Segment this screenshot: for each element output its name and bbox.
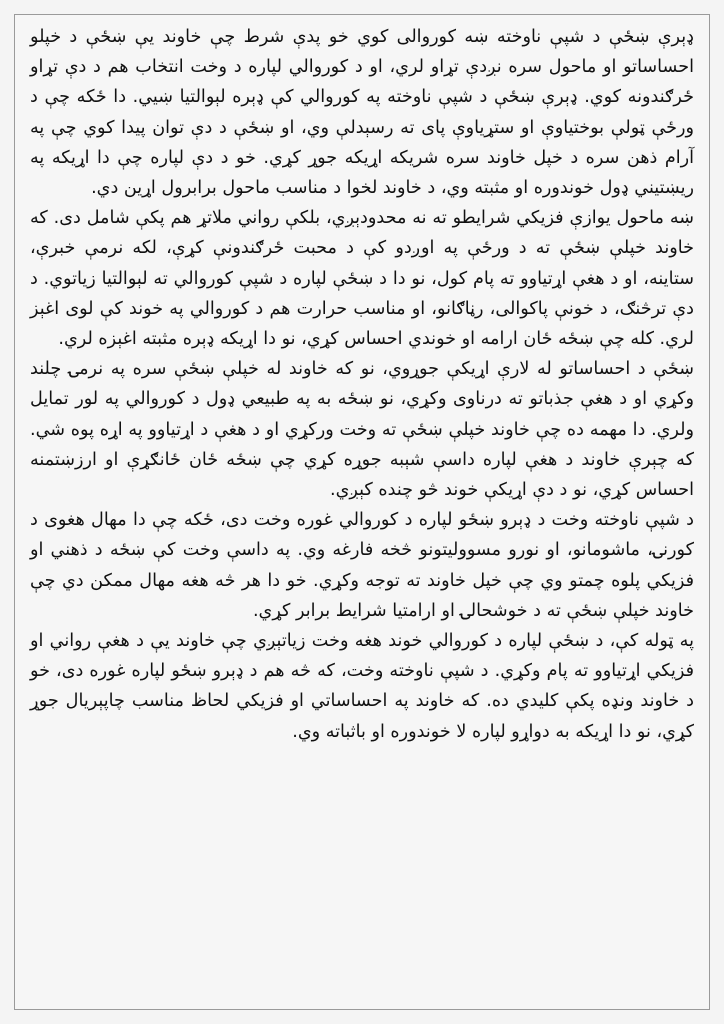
paragraph-4: د شپې ناوخته وخت د ډېرو ښځو لپاره د کوروالي غوره وخت دی، ځکه چې دا مهال هغوی د کورنۍ، ماشومانو، او نورو مسووليتونو څخه فارغه وي. په داسې وخت کې ښځه د ذهني او فزيکي پلوه چمتو وي چې خپل خاوند ته توجه وکړي. خو دا هر څه هغه مهال ممکن دي چې خاوند خپلې ښځې ته د خوشحالۍ او ارامتيا شرايط برابر کړي. bbox=[30, 510, 694, 621]
paragraph-3: ښځې د احساساتو له لارې اړيکې جوړوي، نو که خاوند له خپلې ښځې سره په نرمۍ چلند وکړي او د هغې جذباتو ته درناوی وکړي، نو ښځه به په طبيعي ډول د کوروالي په لور تمايل ولري. دا مهمه ده چې خاوند خپلې ښځې ته وخت ورکړي او د هغې د اړتياوو په اړه پوه شي. که چېرې خاوند د هغې لپاره داسې شېبه جوړه کړي چې ښځه ځان ځانګړې او ارزښتمنه احساس کړي، نو د دې اړيکې خوند څو چنده کېږي. bbox=[30, 359, 694, 501]
article-body bbox=[30, 22, 694, 747]
paragraph-1: ډېرې ښځې د شپې ناوخته ښه کوروالی کوي خو پدې شرط چې خاوند يې ښځې د خپلو احساساتو او ماحول سره نږدې تړاو لري، او د کوروالي لپاره د وخت انتخاب هم د دې تړاو ځرګندونه کوي. ډېرې ښځې د شپې ناوخته په کوروالي کې ډېره لېوالتيا ښيي. دا ځکه چې د ورځې ټولې بوختياوې او ستړياوې پای ته رسېدلې وي، او ښځې د دې توان پيدا کوي چې په آرام ذهن سره د خپل خاوند سره شريکه اړيکه جوړ کړي. خو د دې لپاره چې دا اړيکه په ريښتيني ډول خوندوره او مثبته وي، د خاوند لخوا د مناسب ماحول برابرول اړين دي. bbox=[30, 27, 694, 199]
paragraph-2: ښه ماحول يوازې فزيکي شرايطو ته نه محدودېږي، بلکې رواني ملاتړ هم پکې شامل دی. که خاوند خپلې ښځې ته د ورځې په اوږدو کې د محبت ځرګندونې کړې، لکه نرمې خبرې، ستاينه، او د هغې اړتياوو ته پام کول، نو دا د ښځې لپاره د شپې کوروالي ته لېوالتيا زياتوي. د دې ترڅنګ، د خونې پاکوالی، رڼاګانو، او مناسب حرارت هم د کوروالي په خوند کې لوی اغېز لري. کله چې ښځه ځان ارامه او خوندي احساس کړي، نو دا اړيکه ډېره مثبته اغېزه لري. bbox=[30, 208, 694, 350]
paragraph-5: په ټوله کې، د ښځې لپاره د کوروالي خوند هغه وخت زياتېږي چې خاوند يې د هغې رواني او فزيکي اړتياوو ته پام وکړي. د شپې ناوخته وخت، که څه هم د ډېرو ښځو لپاره غوره دی، خو د خاوند ونډه پکې کليدي ده. که خاوند په احساساتي او فزيکي لحاظ مناسب چاپېريال جوړ کړي، نو دا اړيکه به دواړو لپاره لا خوندوره او باثباته وي. bbox=[30, 631, 694, 742]
